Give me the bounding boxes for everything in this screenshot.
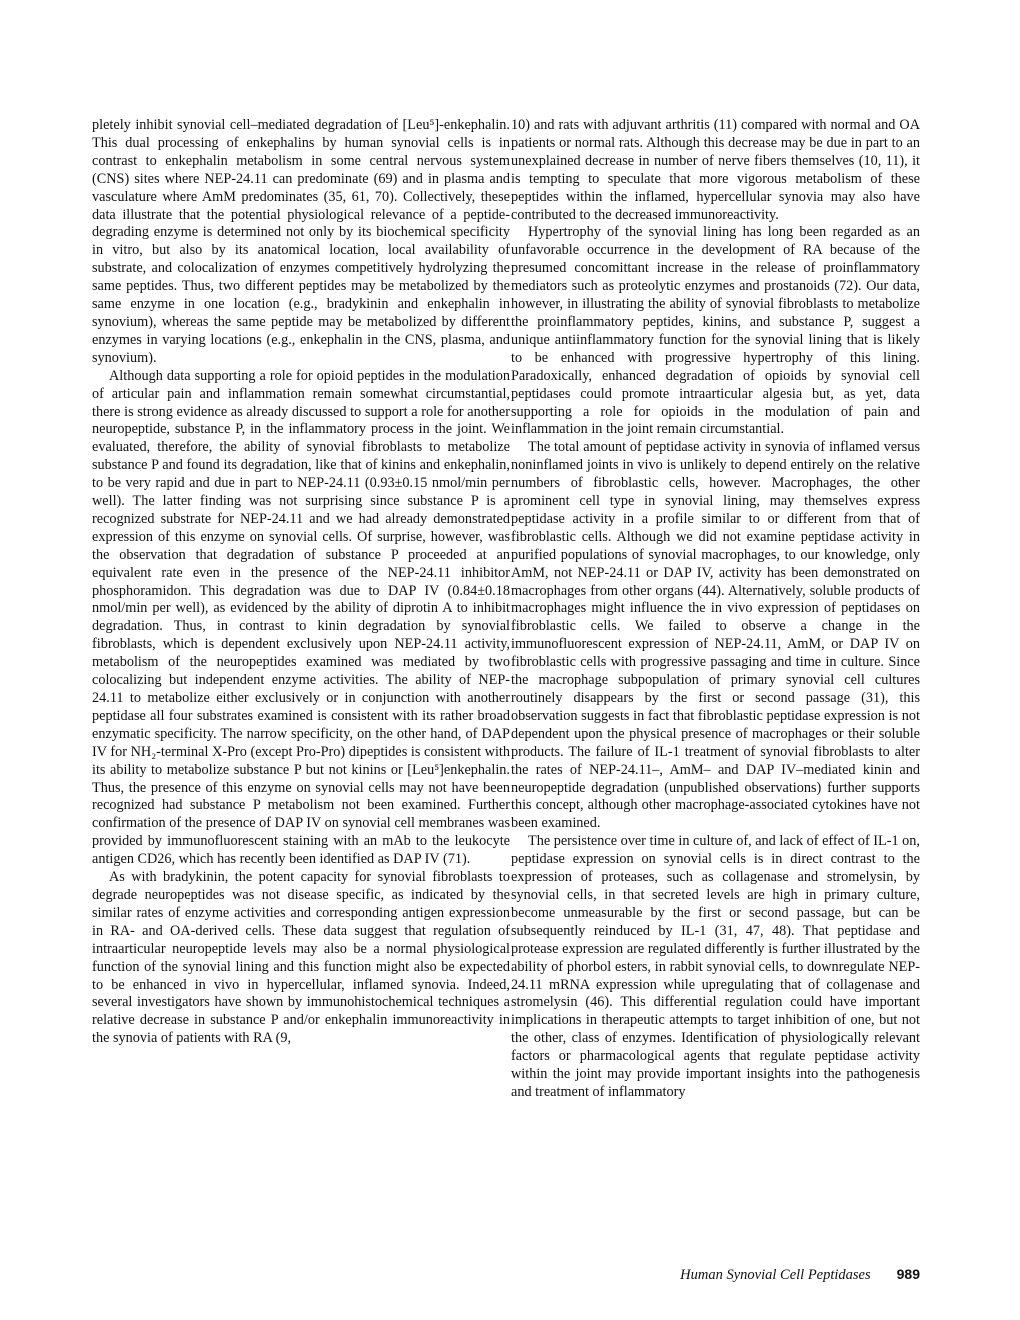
right-column — [511, 117, 920, 1102]
running-title: Human Synovial Cell Peptidases — [680, 1267, 871, 1283]
page-footer — [0, 1266, 920, 1284]
paragraph: 10) and rats with adjuvant arthritis (11) compared with normal and OA patients or normal rats. Although this decrease may be due in part to an unexplained decrease in number of nerve fibers themselves (10, 11), it is tempting to speculate that more vigorous metabolism of these peptides within the inflamed, hypercellular synovia may also have contributed to the decreased immunoreactivity. — [511, 117, 920, 223]
paragraph: As with bradykinin, the potent capacity for synovial fibroblasts to degrade neuropeptides was not disease specific, as indicated by the similar rates of enzyme activities and corresponding antigen expression in RA- and OA-derived cells. These data suggest that regulation of intraarticular neuropeptide levels may also be a normal physiological function of the synovial lining and this function might also be expected to be enhanced in vivo in hypercellular, inflamed synovia. Indeed, several investigators have shown by immunohistochemical techniques a relative decrease in substance P and/or enkephalin immunoreactivity in the synovia of patients with RA (9, — [92, 869, 510, 1047]
paragraph: The persistence over time in culture of, and lack of effect of IL-1 on, peptidase expression on synovial cells is in direct contrast to the expression of proteases, such as collagenase and stromelysin, by synovial cells, in that secreted levels are high in primary culture, become unmeasurable by the first or second passage, but can be subsequently reinduced by IL-1 (31, 47, 48). That peptidase and protease expression are regulated differently is further illustrated by the ability of phorbol esters, in rabbit synovial cells, to downregulate NEP-24.11 mRNA expression while upregulating that of collagenase and stromelysin (46). This differential regulation could have important implications in therapeutic attempts to target inhibition of one, but not the other, class of enzymes. Identification of physiologically relevant factors or pharmacological agents that regulate peptidase activity within the joint may provide important insights into the pathogenesis and treatment of inflammatory — [511, 833, 920, 1100]
paragraph: Hypertrophy of the synovial lining has long been regarded as an unfavorable occurrence in the development of RA because of the presumed concomittant increase in the release of proinflammatory mediators such as proteolytic enzymes and prostanoids (72). Our data, however, in illustrating the ability of synovial fibroblasts to metabolize the proinflammatory peptides, kinins, and substance P, suggest a unique antiinflammatory function for the synovial lining that is likely to be enhanced with progressive hypertrophy of this lining. Paradoxically, enhanced degradation of opioids by synovial cell peptidases could promote intraarticular algesia but, as yet, data supporting a role for opioids in the modulation of pain and inflammation in the joint remain circumstantial. — [511, 224, 920, 438]
page-number: 989 — [896, 1266, 920, 1282]
paragraph: Although data supporting a role for opioid peptides in the modulation of articular pain and inflammation remain somewhat circumstantial, there is strong evidence as already discussed to support a role for another neuropeptide, substance P, in the inflammatory process in the joint. We evaluated, therefore, the ability of synovial fibroblasts to metabolize substance P and found its degradation, like that of kinins and enkephalin, to be very rapid and due in part to NEP-24.11 (0.93±0.15 nmol/min per well). The latter finding was not surprising since substance P is a recognized substrate for NEP-24.11 and we had already demonstrated expression of this enzyme on synovial cells. Of surprise, however, was the observation that degradation of substance P proceeded at an equivalent rate even in the presence of the NEP-24.11 inhibitor phosphoramidon. This degradation was due to DAP IV (0.84±0.18 nmol/min per well), as evidenced by the ability of diprotin A to inhibit degradation. Thus, in contrast to kinin degradation by synovial fibroblasts, which is dependent exclusively upon NEP-24.11 activity, metabolism of the neuropeptides examined was mediated by two colocalizing but independent enzyme activities. The ability of NEP-24.11 to metabolize either exclusively or in conjunction with another peptidase all four substrates examined is consistent with its rather broad enzymatic specificity. The narrow specificity, on the other hand, of DAP IV for NH₂-terminal X-Pro (except Pro-Pro) dipeptides is consistent with its ability to metabolize substance P but not kinins or [Leu⁵]enkephalin. Thus, the presence of this enzyme on synovial cells may not have been recognized had substance P metabolism not been examined. Further confirmation of the presence of DAP IV on synovial cell membranes was provided by immunofluorescent staining with an mAb to the leukocyte antigen CD26, which has recently been identified as DAP IV (71). — [92, 367, 510, 868]
left-column — [92, 117, 510, 1048]
paragraph: pletely inhibit synovial cell–mediated degradation of [Leu⁵]-enkephalin. This dual processing of enkephalins by human synovial cells is in contrast to enkephalin metabolism in some central nervous system (CNS) sites where NEP-24.11 can predominate (69) and in plasma and vasculature where AmM predominates (35, 61, 70). Collectively, these data illustrate that the potential physiological relevance of a peptide-degrading enzyme is determined not only by its biochemical specificity in vitro, but also by its anatomical location, local availability of substrate, and colocalization of enzymes competitively hydrolyzing the same peptides. Thus, two different peptides may be metabolized by the same enzyme in one location (e.g., bradykinin and enkephalin in synovium), whereas the same peptide may be metabolized by different enzymes in varying locations (e.g., enkephalin in the CNS, plasma, and synovium). — [92, 117, 510, 366]
paragraph: The total amount of peptidase activity in synovia of inflamed versus noninflamed joints in vivo is unlikely to depend entirely on the relative numbers of fibroblastic cells, however. Macrophages, the other prominent cell type in synovial lining, may themselves express peptidase activity in a profile similar to or different from that of fibroblastic cells. Although we did not examine peptidase activity in purified populations of synovial macrophages, to our knowledge, only AmM, not NEP-24.11 or DAP IV, activity has been demonstrated on macrophages from other organs (44). Alternatively, soluble products of macrophages might influence the in vivo expression of peptidases on fibroblastic cells. We failed to observe a change in the immunofluorescent expression of NEP-24.11, AmM, or DAP IV on fibroblastic cells with progressive passaging and time in culture. Since the macrophage subpopulation of primary synovial cell cultures routinely disappears by the first or second passage (31), this observation suggests in fact that fibroblastic peptidase expression is not dependent upon the physical presence of macrophages or their soluble products. The failure of IL-1 treatment of synovial fibroblasts to alter the rates of NEP-24.11–, AmM– and DAP IV–mediated kinin and neuropeptide degradation (unpublished observations) further supports this concept, although other macrophage-associated cytokines have not been examined. — [511, 439, 920, 832]
